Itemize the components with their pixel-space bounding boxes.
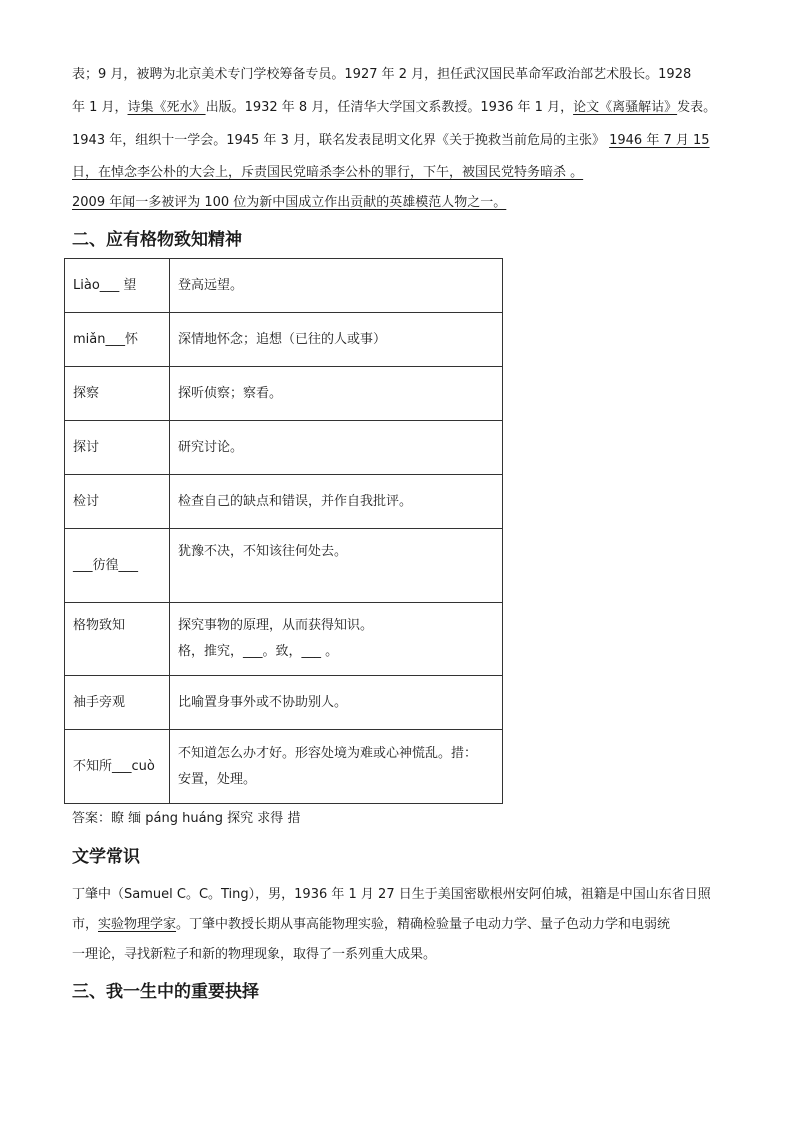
definition-cell: 研究讨论。 (170, 421, 503, 475)
table-row (65, 529, 503, 603)
term-cell: 探察 (65, 367, 170, 421)
table-row (65, 676, 503, 730)
essay-title: 论文《离骚解诂》 (573, 100, 678, 115)
bio-line-5: 2009 年闻一多被评为 100 位为新中国成立作出贡献的英雄模范人物之一。 (72, 195, 507, 210)
term-cell: ___彷徨___ (65, 529, 170, 603)
term-cell: 不知所___cuò (65, 730, 170, 804)
term-cell: 格物致知 (65, 603, 170, 676)
literature-heading: 文学常识 (72, 847, 140, 867)
bio-line-4: 日，在悼念李公朴的大会上，斥责国民党暗杀李公朴的罪行，下午，被国民党特务暗杀 。 (72, 165, 584, 180)
term-cell: 袖手旁观 (65, 676, 170, 730)
definition-cell: 探听侦察；察看。 (170, 367, 503, 421)
definition-cell: 深情地怀念；追想（已往的人或事） (170, 313, 503, 367)
definition-cell: 比喻置身事外或不协助别人。 (170, 676, 503, 730)
definition-cell: 不知道怎么办才好。形容处境为难或心神慌乱。措： 安置，处理。 (170, 730, 503, 804)
term-cell: 检讨 (65, 475, 170, 529)
literature-line-1: 丁肇中（Samuel C。C。Ting），男，1936 年 1 月 27 日生于美国密歇根州安阿伯城，祖籍是中国山东省日照 (72, 887, 711, 902)
bio-line-3: 1943 年，组织十一学会。1945 年 3 月，联名发表昆明文化界《关于挽救当前危局的主张》 1946 年 7 月 15 (72, 133, 710, 148)
definition-cell: 登高远望。 (170, 259, 503, 313)
table-row (65, 475, 503, 529)
answer-line: 答案：瞭 缅 páng huáng 探究 求得 措 (72, 811, 301, 826)
vocab-table (64, 258, 503, 804)
poetry-collection-title: 诗集《死水》 (127, 100, 206, 115)
definition-cell: 检查自己的缺点和错误，并作自我批评。 (170, 475, 503, 529)
definition-cell: 探究事物的原理，从而获得知识。 格，推究，___。致，___ 。 (170, 603, 503, 676)
definition-cell: 犹豫不决，不知该往何处去。 (170, 529, 503, 603)
term-cell: Liào___ 望 (65, 259, 170, 313)
table-row (65, 730, 503, 804)
table-row (65, 421, 503, 475)
section-2-heading: 二、应有格物致知精神 (72, 230, 242, 250)
literature-line-3: 一理论，寻找新粒子和新的物理现象，取得了一系列重大成果。 (72, 947, 437, 962)
literature-line-2: 市，实验物理学家。丁肇中教授长期从事高能物理实验，精确检验量子电动力学、量子色动力学和电弱统 (72, 917, 671, 932)
section-3-heading: 三、我一生中的重要抉择 (72, 982, 259, 1002)
bio-line-2: 年 1 月，诗集《死水》出版。1932 年 8 月，任清华大学国文系教授。1936 年 1 月，论文《离骚解诂》发表。 (72, 100, 717, 115)
term-cell: 探讨 (65, 421, 170, 475)
bio-line-1: 表；9 月，被聘为北京美术专门学校筹备专员。1927 年 2 月，担任武汉国民革命军政治部艺术股长。1928 (72, 67, 692, 82)
profession-term: 实验物理学家 (98, 917, 177, 932)
table-row (65, 603, 503, 676)
table-row (65, 313, 503, 367)
table-row (65, 259, 503, 313)
table-row (65, 367, 503, 421)
term-cell: miǎn___怀 (65, 313, 170, 367)
